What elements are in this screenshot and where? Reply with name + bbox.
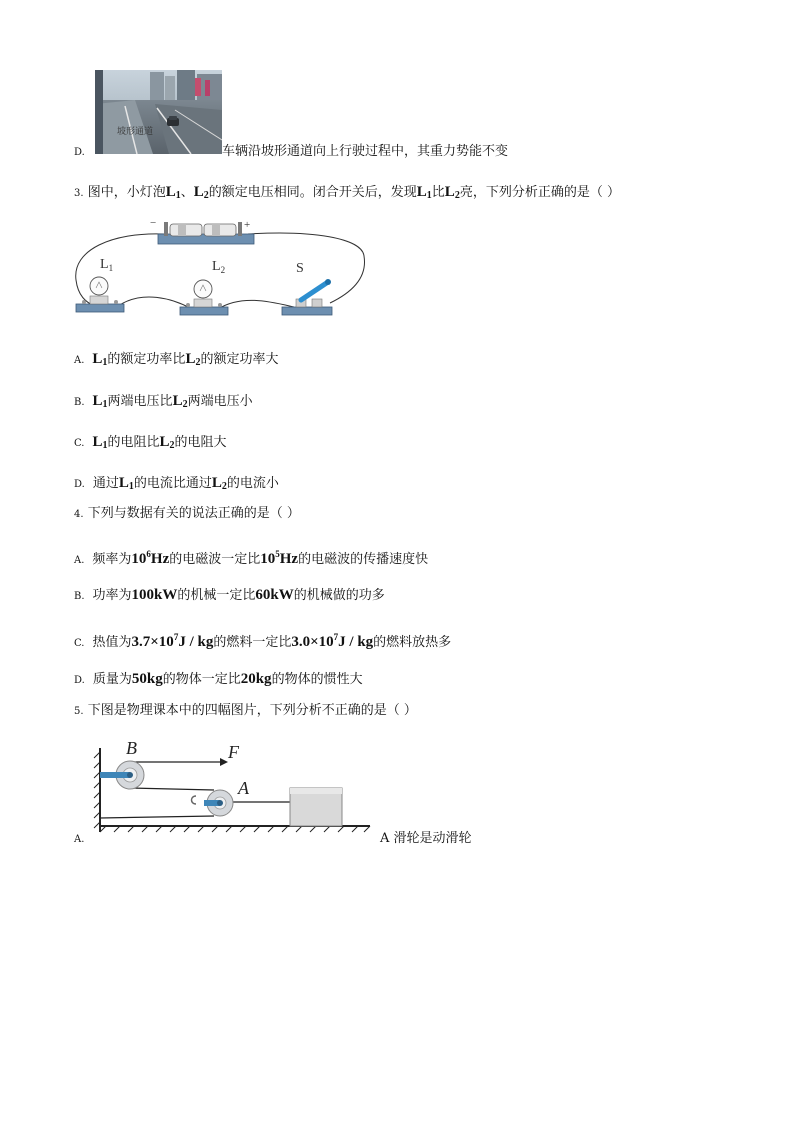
slope-road-photo <box>95 70 222 154</box>
label-l2: $L_2$ <box>212 259 226 275</box>
force-label: F <box>228 742 239 762</box>
battery-minus: − <box>150 217 157 229</box>
label-switch: S <box>296 261 304 276</box>
symbol-l1: $L_1$ <box>118 475 134 492</box>
q4-option-b: B. 功率为100kW的机械一定比60kW的机械做的功多 <box>74 587 385 603</box>
symbol-l2: $L_2$ <box>172 393 188 410</box>
symbol-l2: $L_2$ <box>193 184 209 201</box>
question-number: 3. <box>74 188 84 199</box>
q2-option-d-text: 车辆沿坡形通道向上行驶过程中，其重力势能不变 <box>222 144 509 159</box>
power-1: 100kW <box>131 587 178 603</box>
battery-plus: + <box>244 219 251 231</box>
symbol-l1: $L_1$ <box>165 184 181 201</box>
symbol-l2: $L_2$ <box>211 475 227 492</box>
q3-option-c: C. $L_1$的电阻比$L_2$的电阻大 <box>74 434 227 451</box>
q5-option-a-text: A 滑轮是动滑轮 <box>380 831 472 846</box>
circuit-diagram <box>72 210 372 328</box>
question-number: 5. <box>74 706 84 717</box>
q3-stem: 3. 图中，小灯泡$L_1$、$L_2$的额定电压相同。闭合开关后，发现$L_1$比$L_2$亮，下列分析正确的是（ ） <box>74 184 620 201</box>
pulley-a-label: A <box>238 778 249 798</box>
q3-option-d: D. 通过$L_1$的电流比通过$L_2$的电流小 <box>74 475 279 492</box>
q4-option-d: D. 质量为50kg的物体一定比20kg的物体的惯性大 <box>74 671 363 687</box>
photo-caption: 坡形通道 <box>117 126 154 136</box>
q4-option-c: C. 热值为$3.7\times 10^7J$ / kg的燃料一定比$3.0\times 10^7J$ / kg的燃料放热多 <box>74 632 452 650</box>
q4-stem: 4. 下列与数据有关的说法正确的是（ ） <box>74 506 300 521</box>
frequency-1: $10^6Hz$ <box>131 549 170 567</box>
pulley-diagram <box>92 734 378 842</box>
symbol-l2: $L_2$ <box>185 351 201 368</box>
mass-1: 50kg <box>131 671 163 687</box>
symbol-l1: $L_1$ <box>416 184 432 201</box>
q5-stem: 5. 下图是物理课本中的四幅图片，下列分析不正确的是（ ） <box>74 703 417 718</box>
frequency-2: $10^5Hz$ <box>260 549 299 567</box>
pulley-svg <box>92 734 378 842</box>
symbol-l2: $L_2$ <box>159 434 175 451</box>
option-label: D. <box>74 147 85 158</box>
question-number: 4. <box>74 509 84 520</box>
heat-value-1: $3.7\times 10^7J$ / kg <box>131 632 214 650</box>
q5-option-a-label: A. <box>74 834 85 845</box>
mass-2: 20kg <box>240 671 272 687</box>
heat-value-2: $3.0\times 10^7J$ / kg <box>291 632 374 650</box>
power-2: 60kW <box>255 587 294 603</box>
q3-option-a: A. $L_1$的额定功率比$L_2$的额定功率大 <box>74 351 279 368</box>
road-photo-illustration <box>95 70 222 154</box>
pulley-b-label: B <box>126 738 137 758</box>
q4-option-a: A. 频率为$10^6Hz$的电磁波一定比$10^5Hz$的电磁波的传播速度快 <box>74 549 429 567</box>
circuit-svg <box>72 210 372 328</box>
symbol-l2: $L_2$ <box>444 184 460 201</box>
symbol-l1: $L_1$ <box>92 351 108 368</box>
q3-option-b: B. $L_1$两端电压比$L_2$两端电压小 <box>74 393 253 410</box>
label-l1: $L_1$ <box>100 257 114 273</box>
symbol-l1: $L_1$ <box>92 393 108 410</box>
symbol-l1: $L_1$ <box>92 434 108 451</box>
q2-option-d <box>74 143 93 162</box>
